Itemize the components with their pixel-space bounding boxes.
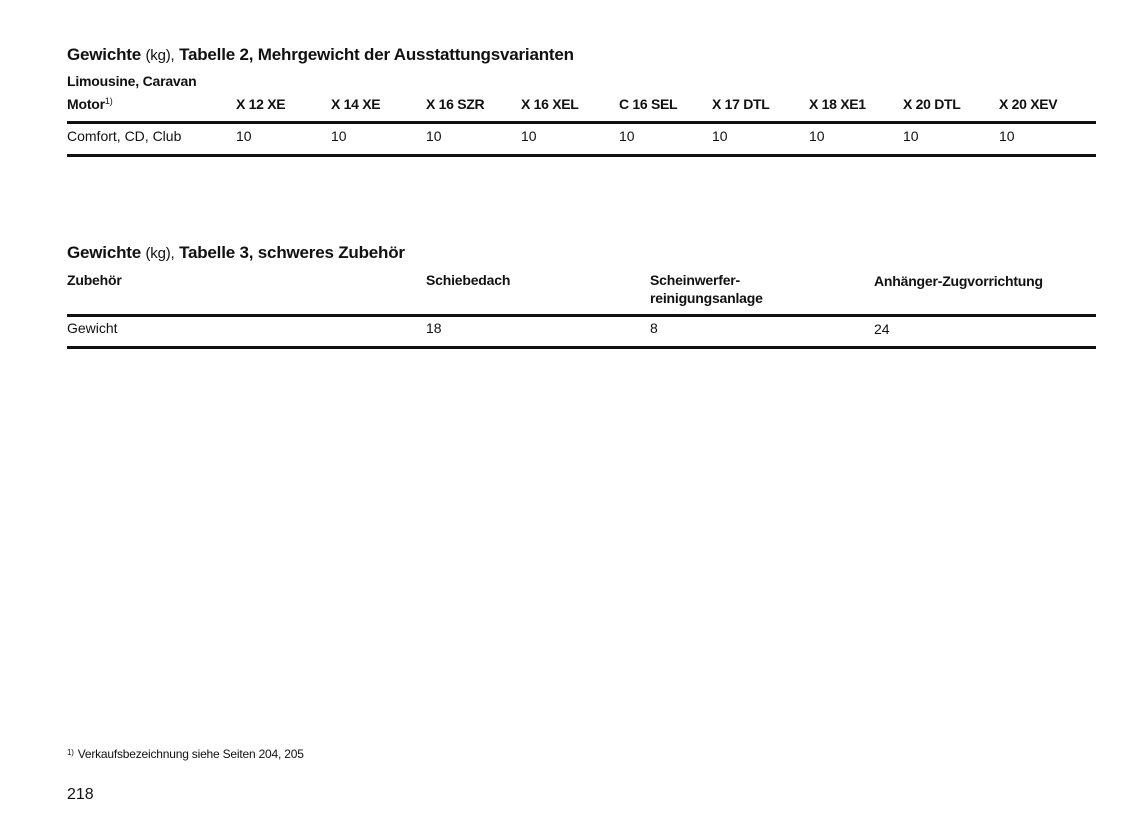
- footnote-text: Verkaufsbezeichnung siehe Seiten 204, 205: [77, 747, 304, 761]
- table2-header-label: [67, 96, 113, 112]
- table3-row-label: Gewicht: [67, 320, 118, 336]
- table2-value: 10: [426, 128, 442, 144]
- table2-value: 10: [521, 128, 537, 144]
- table2-engine-header: X 17 DTL: [712, 96, 770, 112]
- table3-value: 18: [426, 320, 442, 336]
- table3-value: 8: [650, 320, 658, 336]
- table2-engine-header: X 20 DTL: [903, 96, 961, 112]
- table2-value: 10: [331, 128, 347, 144]
- table2-title-main: Gewichte: [67, 45, 141, 64]
- table3-title-main: Gewichte: [67, 243, 141, 262]
- table3-value: 24: [874, 321, 890, 337]
- table2-title: [67, 45, 574, 65]
- table2-engine-header: X 20 XEV: [999, 96, 1058, 112]
- table2-header-label-text: Motor: [67, 96, 105, 112]
- table3-column-header-line: Scheinwerfer-: [650, 272, 740, 288]
- footnote-marker: 1): [67, 748, 74, 757]
- table2-engine-header: X 16 SZR: [426, 96, 485, 112]
- table3-column-header: Schiebedach: [426, 272, 511, 288]
- table2-value: 10: [619, 128, 635, 144]
- footnote-ref: 1): [104, 96, 113, 106]
- table3-title: [67, 243, 405, 263]
- table2-engine-header: X 14 XE: [331, 96, 381, 112]
- footnote: [67, 747, 304, 761]
- table3-column-header: Anhänger-Zugvorrichtung: [874, 273, 1043, 289]
- table2-header-rule: [67, 121, 1096, 124]
- table3-bottom-rule: [67, 346, 1096, 349]
- table3-header-rule: [67, 314, 1096, 317]
- table3-title-rest: Tabelle 3, schweres Zubehör: [179, 243, 405, 262]
- table2-value: 10: [999, 128, 1015, 144]
- table2-value: 10: [236, 128, 252, 144]
- page-number: 218: [67, 786, 94, 803]
- table2-engine-header: C 16 SEL: [619, 96, 678, 112]
- table2-row-label: Comfort, CD, Club: [67, 128, 182, 144]
- table2-value: 10: [809, 128, 825, 144]
- table3-column-header-line: reinigungsanlage: [650, 290, 763, 306]
- table3-header-label: Zubehör: [67, 272, 122, 288]
- table2-title-unit: (kg),: [145, 47, 175, 64]
- table2-value: 10: [903, 128, 919, 144]
- table2-bottom-rule: [67, 154, 1096, 157]
- table3-column-header: [650, 271, 763, 307]
- table2-subtitle: Limousine, Caravan: [67, 73, 197, 89]
- table2-engine-header: X 12 XE: [236, 96, 286, 112]
- table2-engine-header: X 18 XE1: [809, 96, 866, 112]
- table2-engine-header: X 16 XEL: [521, 96, 579, 112]
- table2-title-rest: Tabelle 2, Mehrgewicht der Ausstattungsvarianten: [179, 45, 574, 64]
- table3-title-unit: (kg),: [145, 245, 175, 262]
- table2-value: 10: [712, 128, 728, 144]
